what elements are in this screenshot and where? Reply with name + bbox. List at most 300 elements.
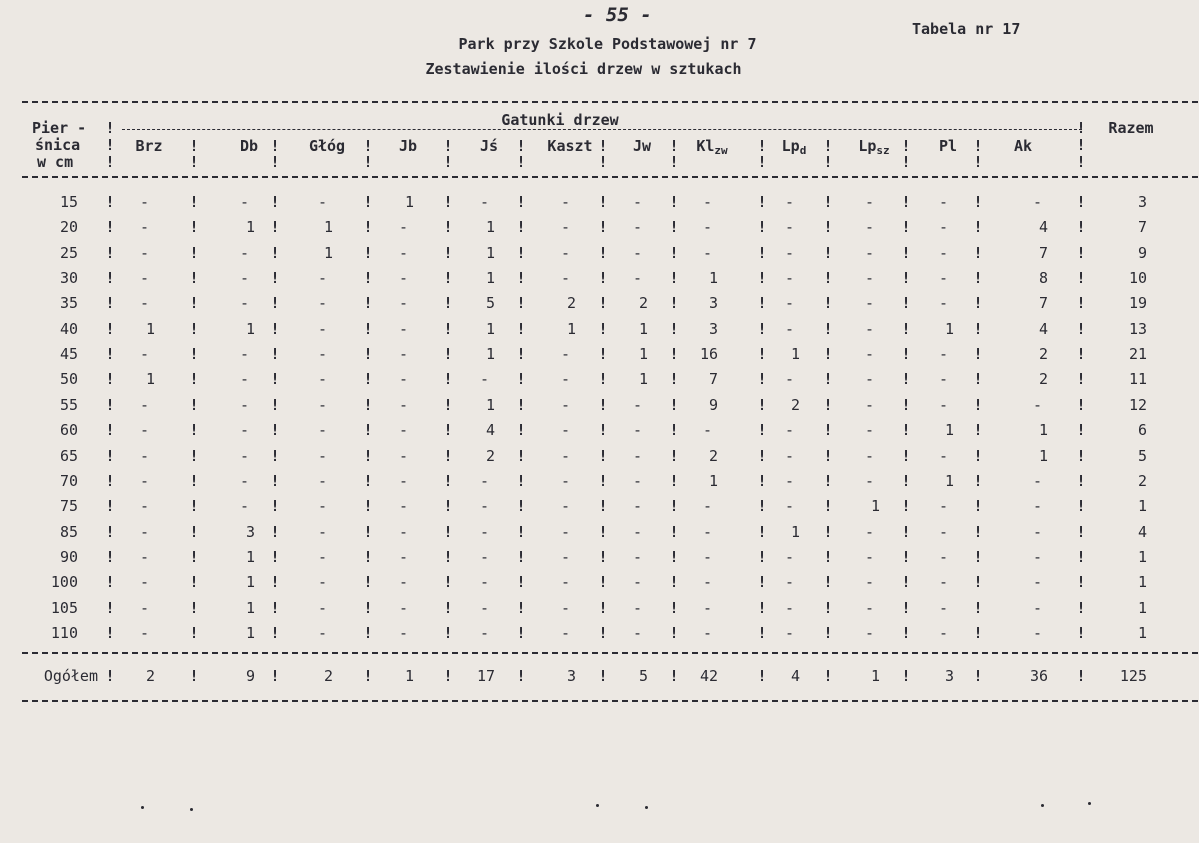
- table-cell: -: [864, 193, 874, 211]
- column-separator: !: [189, 471, 199, 490]
- column-separator: !: [973, 623, 983, 642]
- table-cell: -: [632, 471, 642, 490]
- table-cell: -: [632, 446, 642, 465]
- table-cell: -: [864, 319, 874, 338]
- column-separator: !: [823, 547, 833, 566]
- column-separator: !: [516, 421, 526, 440]
- table-cell: -: [479, 573, 489, 592]
- column-separator: !: [443, 573, 453, 592]
- column-separator: !: [598, 547, 608, 566]
- table-cell: -: [702, 547, 712, 566]
- table-cell: -: [938, 547, 948, 566]
- table-cell: 1: [1038, 421, 1048, 440]
- table-cell: -: [702, 497, 712, 516]
- column-separator: !: [270, 294, 280, 313]
- column-separator: !: [973, 153, 983, 171]
- table-cell: 1: [323, 243, 333, 262]
- table-cell: -: [239, 370, 249, 389]
- column-separator: !: [1076, 269, 1086, 288]
- column-separator: !: [189, 598, 199, 617]
- table-cell: -: [479, 547, 489, 566]
- column-separator: !: [901, 573, 911, 592]
- stray-dot: [190, 808, 193, 811]
- table-cell: -: [398, 395, 408, 414]
- column-separator: !: [363, 319, 373, 338]
- column-separator: !: [598, 522, 608, 541]
- table-cell: -: [702, 421, 712, 440]
- column-separator: !: [516, 243, 526, 262]
- table-cell: -: [560, 598, 570, 617]
- column-separator: !: [363, 497, 373, 516]
- column-separator: !: [598, 294, 608, 313]
- column-separator: !: [516, 623, 526, 642]
- table-cell: -: [632, 547, 642, 566]
- column-separator: !: [105, 319, 115, 338]
- column-separator: !: [105, 446, 115, 465]
- species-header: [480, 137, 498, 155]
- column-separator: !: [973, 243, 983, 262]
- table-cell: -: [864, 446, 874, 465]
- column-separator: !: [363, 345, 373, 364]
- column-separator: !: [516, 667, 526, 685]
- species-name: Jw: [632, 137, 652, 155]
- column-separator: !: [105, 119, 115, 137]
- footer-cell: 1: [404, 667, 414, 685]
- table-cell: -: [864, 294, 874, 313]
- diameter-value: 20: [59, 218, 78, 237]
- table-cell: -: [398, 446, 408, 465]
- row-total: 9: [1137, 243, 1147, 262]
- column-separator: !: [105, 243, 115, 262]
- column-separator: !: [901, 137, 911, 155]
- row-total: 12: [1128, 395, 1147, 414]
- row-total: 11: [1128, 370, 1147, 389]
- table-cell: -: [139, 573, 149, 592]
- table-rule: [22, 176, 1198, 178]
- column-separator: !: [901, 345, 911, 364]
- table-cell: -: [702, 218, 712, 237]
- column-separator: !: [757, 471, 767, 490]
- table-cell: -: [398, 421, 408, 440]
- column-separator: !: [443, 446, 453, 465]
- table-cell: -: [1032, 471, 1042, 490]
- column-separator: !: [189, 497, 199, 516]
- table-cell: -: [632, 598, 642, 617]
- footer-cell: 4: [790, 667, 800, 685]
- table-cell: -: [784, 623, 794, 642]
- table-cell: -: [239, 421, 249, 440]
- column-separator: !: [1076, 243, 1086, 262]
- column-separator: !: [443, 370, 453, 389]
- column-separator: !: [105, 421, 115, 440]
- table-cell: -: [317, 395, 327, 414]
- species-name: Lp: [858, 137, 877, 155]
- table-cell: -: [398, 319, 408, 338]
- species-name: Lp: [781, 137, 800, 155]
- column-separator: !: [105, 193, 115, 211]
- column-separator: !: [823, 471, 833, 490]
- table-cell: -: [317, 573, 327, 592]
- table-cell: 1: [638, 319, 648, 338]
- table-cell: -: [632, 573, 642, 592]
- row-total: 1: [1137, 497, 1147, 516]
- table-cell: 2: [638, 294, 648, 313]
- row-total: 3: [1137, 193, 1147, 211]
- column-separator: !: [363, 269, 373, 288]
- table-cell: 8: [1038, 269, 1048, 288]
- table-cell: -: [864, 269, 874, 288]
- table-cell: -: [317, 522, 327, 541]
- column-separator: !: [757, 667, 767, 685]
- column-separator: !: [189, 667, 199, 685]
- column-separator: !: [189, 294, 199, 313]
- column-separator: !: [189, 319, 199, 338]
- table-cell: -: [398, 573, 408, 592]
- column-separator: !: [363, 243, 373, 262]
- column-separator: !: [823, 294, 833, 313]
- column-separator: !: [823, 153, 833, 171]
- table-cell: -: [784, 573, 794, 592]
- table-cell: -: [784, 547, 794, 566]
- column-separator: !: [105, 623, 115, 642]
- column-separator: !: [105, 598, 115, 617]
- table-cell: -: [560, 269, 570, 288]
- column-separator: !: [516, 193, 526, 211]
- column-separator: !: [270, 471, 280, 490]
- table-cell: -: [938, 243, 948, 262]
- table-cell: -: [864, 573, 874, 592]
- column-separator: !: [757, 243, 767, 262]
- column-separator: !: [1076, 471, 1086, 490]
- column-separator: !: [189, 370, 199, 389]
- table-cell: -: [938, 218, 948, 237]
- column-separator: !: [669, 319, 679, 338]
- table-cell: -: [317, 370, 327, 389]
- column-separator: !: [363, 294, 373, 313]
- column-separator: !: [270, 345, 280, 364]
- column-separator: !: [973, 573, 983, 592]
- footer-label: Ogółem: [43, 667, 98, 685]
- table-cell: -: [317, 193, 327, 211]
- table-cell: -: [317, 547, 327, 566]
- footer-cell: 1: [870, 667, 880, 685]
- column-separator: !: [363, 623, 373, 642]
- column-separator: !: [1076, 345, 1086, 364]
- table-cell: -: [398, 218, 408, 237]
- column-separator: !: [270, 598, 280, 617]
- table-cell: -: [239, 243, 249, 262]
- row-total: 1: [1137, 598, 1147, 617]
- column-separator: !: [973, 497, 983, 516]
- column-separator: !: [598, 446, 608, 465]
- table-cell: -: [632, 395, 642, 414]
- table-cell: -: [317, 598, 327, 617]
- table-cell: -: [317, 269, 327, 288]
- column-separator: !: [1076, 446, 1086, 465]
- column-separator: !: [1076, 136, 1086, 154]
- table-rule: [122, 129, 1082, 130]
- column-separator: !: [105, 573, 115, 592]
- column-separator: !: [363, 547, 373, 566]
- table-cell: 1: [245, 319, 255, 338]
- column-separator: !: [270, 446, 280, 465]
- species-name: Kaszt: [547, 137, 593, 155]
- column-separator: !: [363, 446, 373, 465]
- table-cell: -: [864, 218, 874, 237]
- table-cell: -: [560, 193, 570, 211]
- table-cell: -: [784, 218, 794, 237]
- table-cell: 3: [708, 294, 718, 313]
- table-cell: 4: [1038, 319, 1048, 338]
- table-cell: -: [560, 623, 570, 642]
- diameter-value: 60: [59, 421, 78, 440]
- column-separator: !: [757, 137, 767, 155]
- page-number: - 55 -: [583, 4, 652, 26]
- table-cell: -: [139, 218, 149, 237]
- table-cell: 1: [245, 623, 255, 642]
- table-cell: 1: [944, 319, 954, 338]
- column-separator: !: [1076, 497, 1086, 516]
- table-cell: -: [864, 243, 874, 262]
- column-separator: !: [823, 421, 833, 440]
- stray-dot: [1088, 802, 1091, 805]
- table-cell: -: [398, 598, 408, 617]
- table-cell: -: [398, 294, 408, 313]
- column-separator: !: [516, 598, 526, 617]
- table-cell: 16: [699, 345, 718, 364]
- row-total: 10: [1128, 269, 1147, 288]
- table-cell: -: [938, 623, 948, 642]
- column-separator: !: [270, 269, 280, 288]
- column-separator: !: [901, 522, 911, 541]
- column-separator: !: [443, 218, 453, 237]
- column-separator: !: [1076, 218, 1086, 237]
- table-cell: 1: [638, 345, 648, 364]
- column-separator: !: [189, 547, 199, 566]
- column-separator: !: [270, 421, 280, 440]
- column-separator: !: [363, 193, 373, 211]
- table-cell: -: [560, 497, 570, 516]
- diameter-value: 30: [59, 269, 78, 288]
- column-separator: !: [669, 345, 679, 364]
- table-cell: -: [560, 243, 570, 262]
- column-separator: !: [598, 137, 608, 155]
- table-cell: 1: [485, 218, 495, 237]
- column-separator: !: [189, 623, 199, 642]
- table-cell: -: [317, 319, 327, 338]
- diameter-value: 90: [59, 547, 78, 566]
- column-separator: !: [189, 395, 199, 414]
- column-separator: !: [443, 319, 453, 338]
- footer-cell: 36: [1029, 667, 1048, 685]
- table-cell: -: [479, 193, 489, 211]
- column-separator: !: [516, 345, 526, 364]
- column-separator: !: [1076, 193, 1086, 211]
- column-separator: !: [823, 522, 833, 541]
- diameter-value: 55: [59, 395, 78, 414]
- table-cell: -: [560, 547, 570, 566]
- table-cell: -: [139, 395, 149, 414]
- table-cell: -: [398, 522, 408, 541]
- table-cell: 1: [145, 370, 155, 389]
- table-cell: 1: [1038, 446, 1048, 465]
- column-separator: !: [973, 319, 983, 338]
- column-separator: !: [189, 218, 199, 237]
- table-cell: 1: [790, 522, 800, 541]
- column-separator: !: [270, 522, 280, 541]
- table-cell: -: [479, 370, 489, 389]
- column-separator: !: [598, 497, 608, 516]
- column-separator: !: [757, 421, 767, 440]
- footer-cell: 3: [944, 667, 954, 685]
- column-separator: !: [973, 370, 983, 389]
- table-cell: -: [784, 471, 794, 490]
- column-separator: !: [823, 446, 833, 465]
- footer-cell: 5: [638, 667, 648, 685]
- table-cell: -: [317, 497, 327, 516]
- column-separator: !: [270, 153, 280, 171]
- column-separator: !: [598, 218, 608, 237]
- table-cell: -: [784, 370, 794, 389]
- diameter-header-line3: w cm: [37, 153, 74, 171]
- column-separator: !: [823, 598, 833, 617]
- column-separator: !: [516, 294, 526, 313]
- species-name: Pl: [938, 137, 958, 155]
- species-name: Brz: [135, 137, 163, 155]
- column-separator: !: [669, 137, 679, 155]
- table-cell: -: [139, 243, 149, 262]
- table-cell: -: [632, 193, 642, 211]
- table-rule: [22, 652, 1198, 654]
- species-name: Kl: [696, 137, 715, 155]
- column-separator: !: [270, 243, 280, 262]
- species-subscript: zw: [714, 144, 728, 157]
- table-cell: -: [632, 243, 642, 262]
- column-separator: !: [901, 667, 911, 685]
- footer-total: 125: [1119, 667, 1147, 685]
- column-separator: !: [973, 421, 983, 440]
- column-separator: !: [598, 269, 608, 288]
- column-separator: !: [1076, 119, 1086, 137]
- table-cell: -: [784, 319, 794, 338]
- table-cell: 1: [944, 471, 954, 490]
- table-cell: -: [938, 497, 948, 516]
- species-header: [633, 137, 651, 155]
- diameter-value: 110: [50, 623, 78, 642]
- table-cell: 5: [485, 294, 495, 313]
- table-rule: [22, 101, 1198, 103]
- column-separator: !: [757, 547, 767, 566]
- column-separator: !: [105, 471, 115, 490]
- table-cell: -: [317, 471, 327, 490]
- column-separator: !: [669, 218, 679, 237]
- column-separator: !: [443, 421, 453, 440]
- column-separator: !: [669, 370, 679, 389]
- column-separator: !: [823, 218, 833, 237]
- stray-dot: [141, 806, 144, 809]
- column-separator: !: [973, 598, 983, 617]
- column-separator: !: [189, 522, 199, 541]
- table-cell: -: [632, 497, 642, 516]
- column-separator: !: [901, 243, 911, 262]
- species-header: [782, 137, 807, 160]
- table-cell: -: [1032, 522, 1042, 541]
- table-cell: -: [139, 471, 149, 490]
- table-cell: -: [1032, 193, 1042, 211]
- table-cell: -: [139, 294, 149, 313]
- column-separator: !: [901, 294, 911, 313]
- column-separator: !: [757, 446, 767, 465]
- column-separator: !: [669, 522, 679, 541]
- table-cell: 2: [1038, 370, 1048, 389]
- table-rule: [22, 700, 1198, 702]
- stray-dot: [1041, 804, 1044, 807]
- column-separator: !: [757, 370, 767, 389]
- footer-cell: 2: [323, 667, 333, 685]
- column-separator: !: [105, 294, 115, 313]
- row-total: 4: [1137, 522, 1147, 541]
- column-separator: !: [443, 137, 453, 155]
- column-separator: !: [823, 345, 833, 364]
- table-cell: -: [784, 269, 794, 288]
- row-total: 1: [1137, 623, 1147, 642]
- column-separator: !: [823, 193, 833, 211]
- table-cell: 1: [485, 319, 495, 338]
- diameter-header-line1: Pier -: [32, 119, 87, 137]
- column-separator: !: [757, 598, 767, 617]
- column-separator: !: [1076, 395, 1086, 414]
- species-header: [858, 137, 889, 160]
- column-separator: !: [443, 471, 453, 490]
- column-separator: !: [105, 497, 115, 516]
- column-separator: !: [901, 153, 911, 171]
- column-separator: !: [363, 421, 373, 440]
- table-cell: 2: [485, 446, 495, 465]
- species-header: [309, 137, 345, 155]
- species-header: [240, 137, 258, 155]
- column-separator: !: [669, 395, 679, 414]
- column-separator: !: [270, 623, 280, 642]
- table-cell: 7: [1038, 294, 1048, 313]
- table-cell: -: [317, 623, 327, 642]
- column-separator: !: [757, 153, 767, 171]
- column-separator: !: [598, 153, 608, 171]
- table-cell: -: [702, 573, 712, 592]
- column-separator: !: [363, 153, 373, 171]
- column-separator: !: [598, 573, 608, 592]
- table-cell: -: [632, 421, 642, 440]
- column-separator: !: [901, 471, 911, 490]
- table-cell: -: [398, 345, 408, 364]
- species-name: Db: [239, 137, 259, 155]
- column-separator: !: [270, 573, 280, 592]
- column-separator: !: [669, 547, 679, 566]
- column-separator: !: [105, 345, 115, 364]
- column-separator: !: [270, 497, 280, 516]
- table-cell: -: [702, 522, 712, 541]
- species-subscript: sz: [876, 144, 890, 157]
- species-header: [939, 137, 957, 155]
- column-separator: !: [270, 137, 280, 155]
- column-separator: !: [189, 243, 199, 262]
- table-cell: -: [1032, 497, 1042, 516]
- diameter-value: 50: [59, 370, 78, 389]
- column-separator: !: [105, 547, 115, 566]
- column-separator: !: [516, 471, 526, 490]
- column-separator: !: [973, 218, 983, 237]
- column-separator: !: [757, 218, 767, 237]
- column-separator: !: [516, 395, 526, 414]
